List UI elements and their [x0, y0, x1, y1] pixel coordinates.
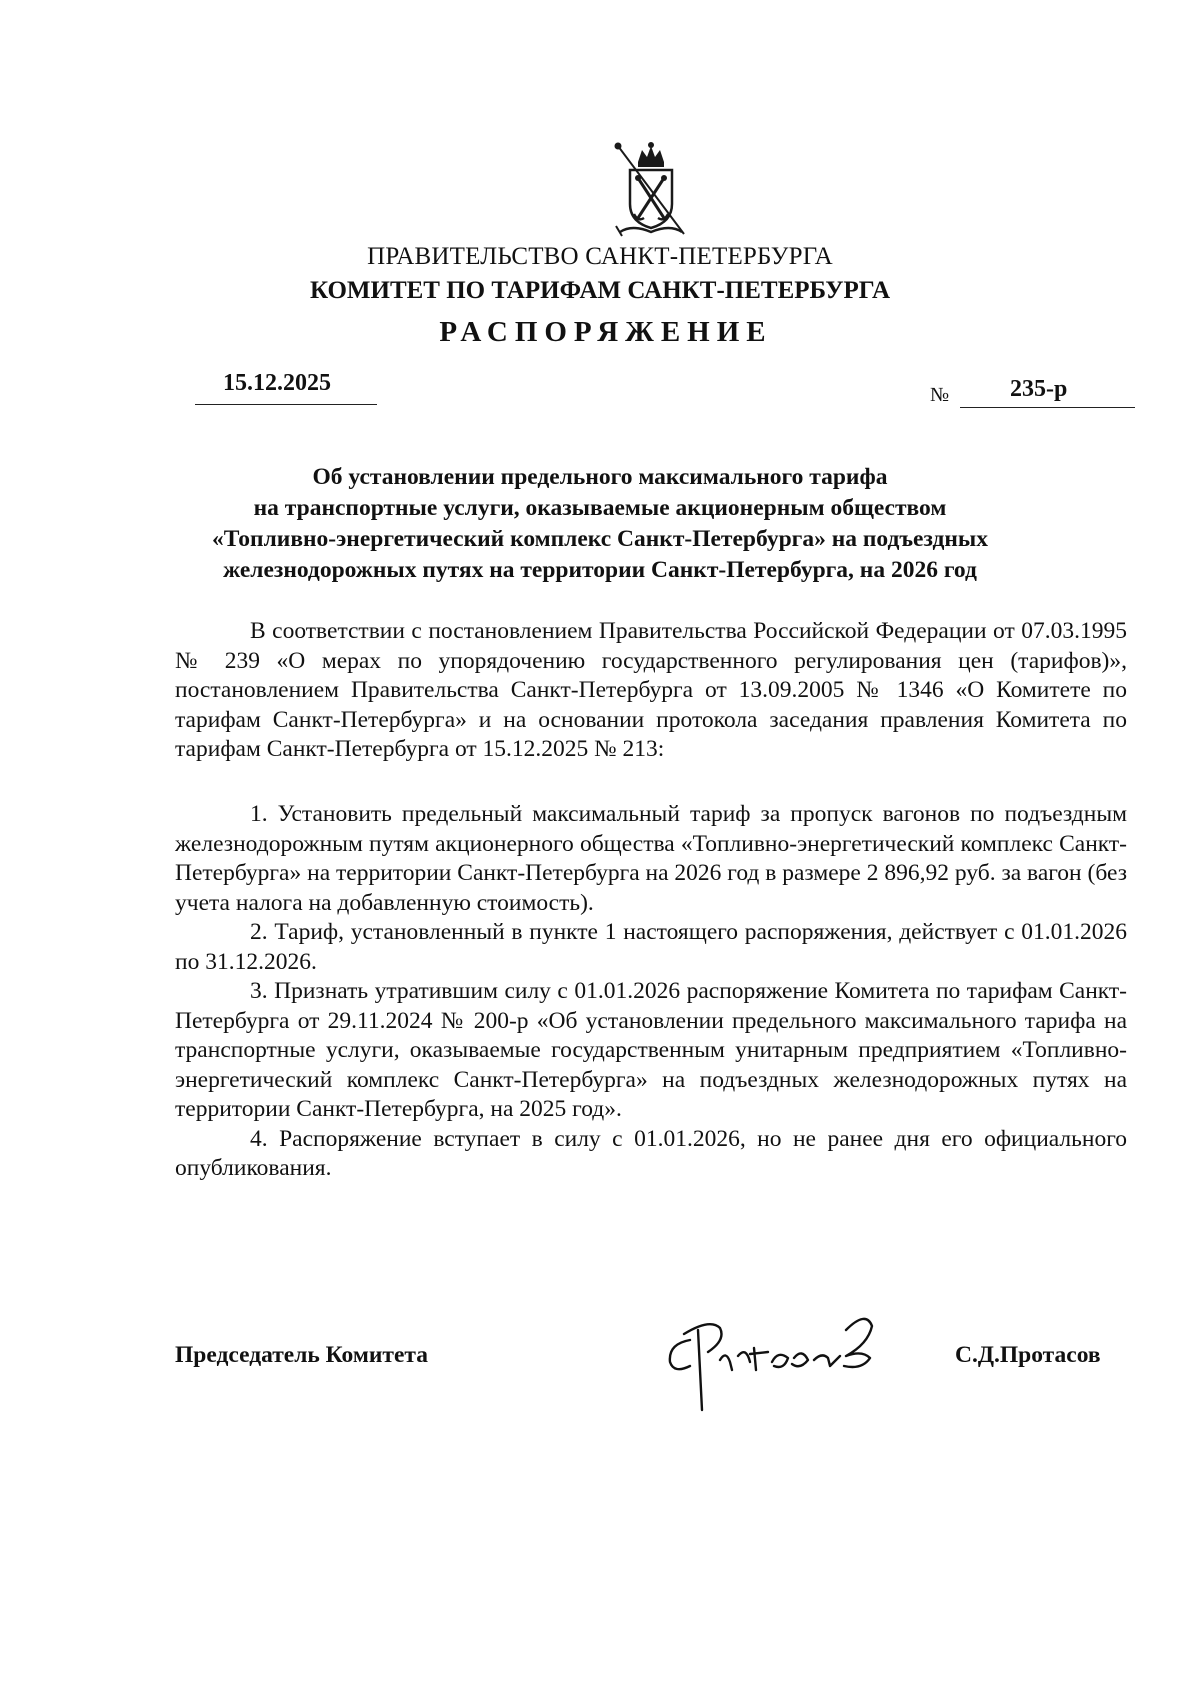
handwritten-signature — [650, 1300, 910, 1415]
document-date-field — [195, 370, 377, 406]
order-point-4: 4. Распоряжение вступает в силу с 01.01.2026, но не ранее дня его официального опубликования. — [175, 1125, 1127, 1181]
document-title — [150, 462, 1050, 586]
date-underline — [195, 404, 377, 405]
signatory-position: Председатель Комитета — [175, 1342, 428, 1368]
signatory-name: С.Д.Протасов — [955, 1342, 1101, 1368]
order-point-1: 1. Установить предельный максимальный тариф за пропуск вагонов по подъездным железнодорожным путям акционерного общества «Топливно-энергетический комплекс Санкт-Петербурга» на территории Санкт-Петербурга на 2026 год в размере 2 896,92 руб. за вагон (без учета налога на добавленную стоимость). — [175, 801, 1127, 916]
number-underline — [960, 407, 1135, 408]
committee-name: КОМИТЕТ ПО ТАРИФАМ САНКТ-ПЕТЕРБУРГА — [309, 277, 891, 304]
order-points — [175, 800, 1127, 1184]
document-number: 235-р — [1010, 376, 1068, 402]
government-name: ПРАВИТЕЛЬСТВО САНКТ-ПЕТЕРБУРГА — [367, 243, 833, 270]
title-line: Об установлении предельного максимального тарифа — [312, 464, 888, 490]
order-point-2: 2. Тариф, установленный в пункте 1 настоящего распоряжения, действует с 01.01.2026 по 31.12.2026. — [175, 919, 1127, 975]
title-line: «Топливно-энергетический комплекс Санкт-Петербурга» на подъездных — [211, 526, 989, 552]
title-line: железнодорожных путях на территории Санкт-Петербурга, на 2026 год — [223, 557, 977, 583]
title-line: на транспортные услуги, оказываемые акционерным обществом — [253, 495, 947, 521]
saint-petersburg-coat-of-arms-icon — [612, 140, 690, 240]
number-sign: № — [930, 384, 950, 406]
document-type: РАСПОРЯЖЕНИЕ — [439, 316, 773, 348]
document-number-field — [930, 376, 1135, 412]
order-point-3: 3. Признать утратившим силу с 01.01.2026 распоряжение Комитета по тарифам Санкт-Петербурга от 29.11.2024 № 200-р «Об установлении предельного максимального тарифа на транспортные услуги, оказываемые государственным унитарным предприятием «Топливно-энергетический комплекс Санкт-Петербурга» на подъездных железнодорожных путях на территории Санкт-Петербурга, на 2025 год». — [175, 978, 1127, 1122]
document-date: 15.12.2025 — [223, 370, 331, 396]
preamble — [175, 617, 1127, 765]
preamble-text: В соответствии с постановлением Правительства Российской Федерации от 07.03.1995 № 239 «О мерах по упорядочению государственного регулирования цен (тарифов)», постановлением Правительства Санкт-Петербурга от 13.09.2005 № 1346 «О Комитете по тарифам Санкт-Петербурга» и на основании протокола заседания правления Комитета по тарифам Санкт-Петербурга от 15.12.2025 № 213: — [175, 618, 1127, 762]
